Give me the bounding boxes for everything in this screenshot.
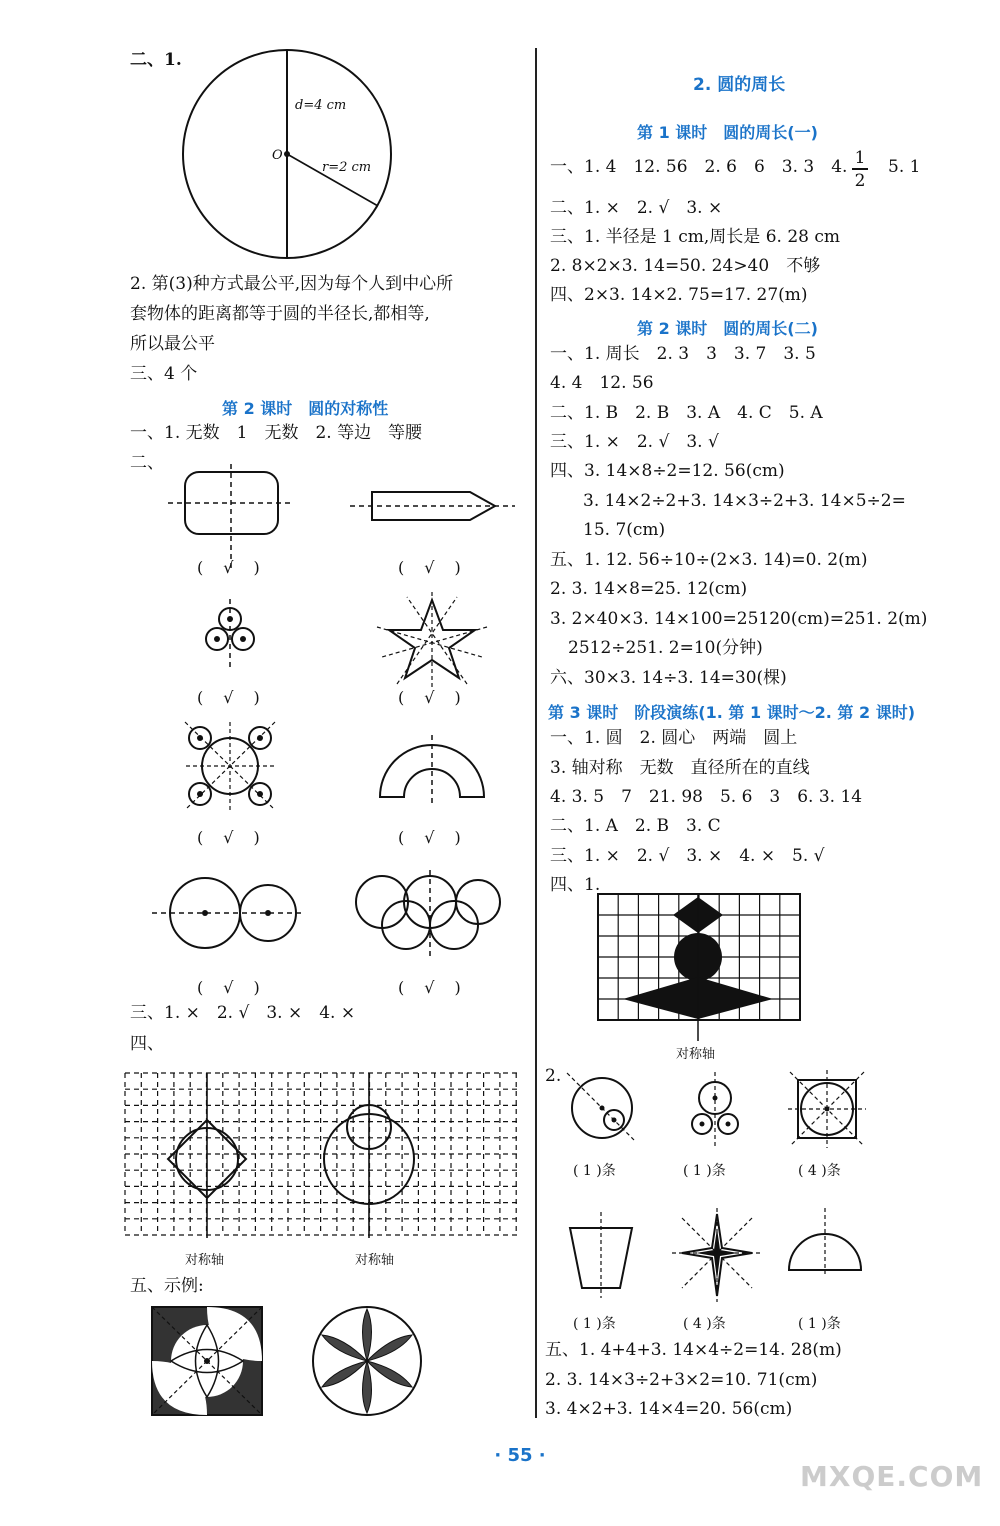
- s2-q2-line3: 所以最公平: [130, 334, 215, 354]
- l2-s4-label: 四、: [130, 1034, 164, 1054]
- mark-2: ( √ ): [398, 558, 463, 577]
- four-point-star-figure: [672, 1208, 762, 1303]
- r2-line1: 一、1. 周长 2. 3 3 3. 7 3. 5: [550, 344, 816, 364]
- r2-line11: 2512÷251. 2=10(分钟): [568, 638, 763, 658]
- r3-line9: 2. 3. 14×3÷2+3×2=10. 71(cm): [545, 1370, 818, 1390]
- count-6: ( 1 )条: [798, 1316, 841, 1332]
- axis-label-1: 对称轴: [185, 1253, 225, 1268]
- r3-line4: 二、1. A 2. B 3. C: [550, 816, 721, 836]
- fraction-bar: [852, 168, 868, 170]
- symmetry-grid-figure: [597, 893, 802, 1043]
- r3-line8: 五、1. 4+4+3. 14×4÷2=14. 28(m): [545, 1340, 842, 1360]
- semicircle-figure: [785, 1208, 865, 1288]
- r2-line3: 二、1. B 2. B 3. A 4. C 5. A: [550, 403, 823, 423]
- star-figure: [372, 592, 492, 692]
- r1-line2: 二、1. × 2. √ 3. ×: [550, 198, 723, 218]
- r3-line5: 三、1. × 2. √ 3. × 4. × 5. √: [550, 846, 825, 866]
- square-leaf-pattern: [150, 1305, 265, 1417]
- watermark: MXQE.COM: [800, 1460, 984, 1493]
- r3-line7: 2.: [545, 1066, 562, 1086]
- circle-diagram: [180, 48, 400, 263]
- square-with-circle: [788, 1070, 868, 1150]
- r3-line3: 4. 3. 5 7 21. 98 5. 6 3 6. 3. 14: [550, 787, 863, 807]
- mark-3: ( √ ): [197, 688, 262, 707]
- pencil-figure: [350, 488, 520, 528]
- r2-line5: 四、3. 14×8÷2=12. 56(cm): [550, 461, 785, 481]
- radius-label: r=2 cm: [322, 160, 372, 175]
- r2-line6: 3. 14×2÷2+3. 14×3÷2+3. 14×5÷2=: [583, 491, 906, 511]
- trapezoid-figure: [562, 1210, 642, 1300]
- count-2: ( 1 )条: [683, 1163, 726, 1179]
- axis-label-2: 对称轴: [355, 1253, 395, 1268]
- arch-figure: [372, 735, 492, 805]
- flower-circle-pattern: [310, 1305, 425, 1417]
- mark-8: ( √ ): [398, 978, 463, 997]
- center-label: O: [272, 148, 283, 163]
- r3-line10: 3. 4×2+3. 14×4=20. 56(cm): [545, 1399, 793, 1419]
- circle-with-small-circle: [562, 1070, 642, 1150]
- dashed-grid-figure: [125, 1073, 520, 1238]
- r2-line8: 五、1. 12. 56÷10÷(2×3. 14)=0. 2(m): [550, 550, 868, 570]
- r2-line2: 4. 4 12. 56: [550, 373, 654, 393]
- l2-s5-label: 五、示例:: [130, 1276, 204, 1296]
- r3-line6: 四、1.: [550, 875, 601, 895]
- s2-q2-line2: 套物体的距离都等于圆的半径长,都相等,: [130, 304, 430, 324]
- r3-line1: 一、1. 圆 2. 圆心 两端 圆上: [550, 728, 798, 748]
- fraction-numerator: 1: [854, 148, 866, 168]
- unit-title: 2. 圆的周长: [693, 75, 786, 95]
- l2-s1: 一、1. 无数 1 无数 2. 等边 等腰: [130, 423, 423, 443]
- count-4: ( 1 )条: [573, 1316, 616, 1332]
- s2-q1-label: 二、1.: [130, 50, 182, 70]
- r2-line12: 六、30×3. 14÷3. 14=30(棵): [550, 668, 787, 688]
- s3-answer: 三、4 个: [130, 364, 198, 384]
- r1-line1: 一、1. 4 12. 56 2. 6 6 3. 3 4.: [550, 157, 848, 177]
- r2-line10: 3. 2×40×3. 14×100=25120(cm)=251. 2(m): [550, 609, 928, 629]
- r3-title: 第 3 课时 阶段演练(1. 第 1 课时～2. 第 2 课时): [548, 703, 916, 722]
- l2-s3: 三、1. × 2. √ 3. × 4. ×: [130, 1003, 356, 1023]
- mark-5: ( √ ): [197, 828, 262, 847]
- five-circles-figure: [180, 722, 280, 812]
- count-5: ( 4 )条: [683, 1316, 726, 1332]
- r2-line7: 15. 7(cm): [583, 520, 666, 540]
- two-circles-figure: [150, 875, 305, 955]
- r1-title: 第 1 课时 圆的周长(一): [637, 123, 818, 142]
- fraction-denominator: 2: [854, 171, 866, 191]
- r1-line1b: 5. 1: [888, 157, 921, 177]
- count-3: ( 4 )条: [798, 1163, 841, 1179]
- r2-title: 第 2 课时 圆的周长(二): [637, 319, 818, 338]
- r1-line4: 2. 8×2×3. 14=50. 24>40 不够: [550, 256, 821, 276]
- r1-line5: 四、2×3. 14×2. 75=17. 27(m): [550, 285, 808, 305]
- mark-7: ( √ ): [197, 978, 262, 997]
- grid-axis-label: 对称轴: [676, 1047, 716, 1062]
- r2-line4: 三、1. × 2. √ 3. √: [550, 432, 719, 452]
- mark-6: ( √ ): [398, 828, 463, 847]
- count-1: ( 1 )条: [573, 1163, 616, 1179]
- r1-line3: 三、1. 半径是 1 cm,周长是 6. 28 cm: [550, 227, 840, 247]
- l2-s2-label: 二、: [130, 453, 164, 473]
- mark-4: ( √ ): [398, 688, 463, 707]
- three-circles-figure: [190, 595, 270, 670]
- r2-line9: 2. 3. 14×8=25. 12(cm): [550, 579, 748, 599]
- r3-line2: 3. 轴对称 无数 直径所在的直线: [550, 758, 810, 778]
- three-circles-small: [685, 1070, 745, 1150]
- lesson2-title: 第 2 课时 圆的对称性: [222, 399, 389, 418]
- diameter-label: d=4 cm: [295, 98, 347, 113]
- column-divider: [535, 48, 537, 1418]
- s2-q2-line1: 2. 第(3)种方式最公平,因为每个人到中心所: [130, 274, 454, 294]
- page-number: · 55 ·: [494, 1445, 546, 1466]
- olympic-rings-figure: [352, 870, 502, 960]
- mark-1: ( √ ): [197, 558, 262, 577]
